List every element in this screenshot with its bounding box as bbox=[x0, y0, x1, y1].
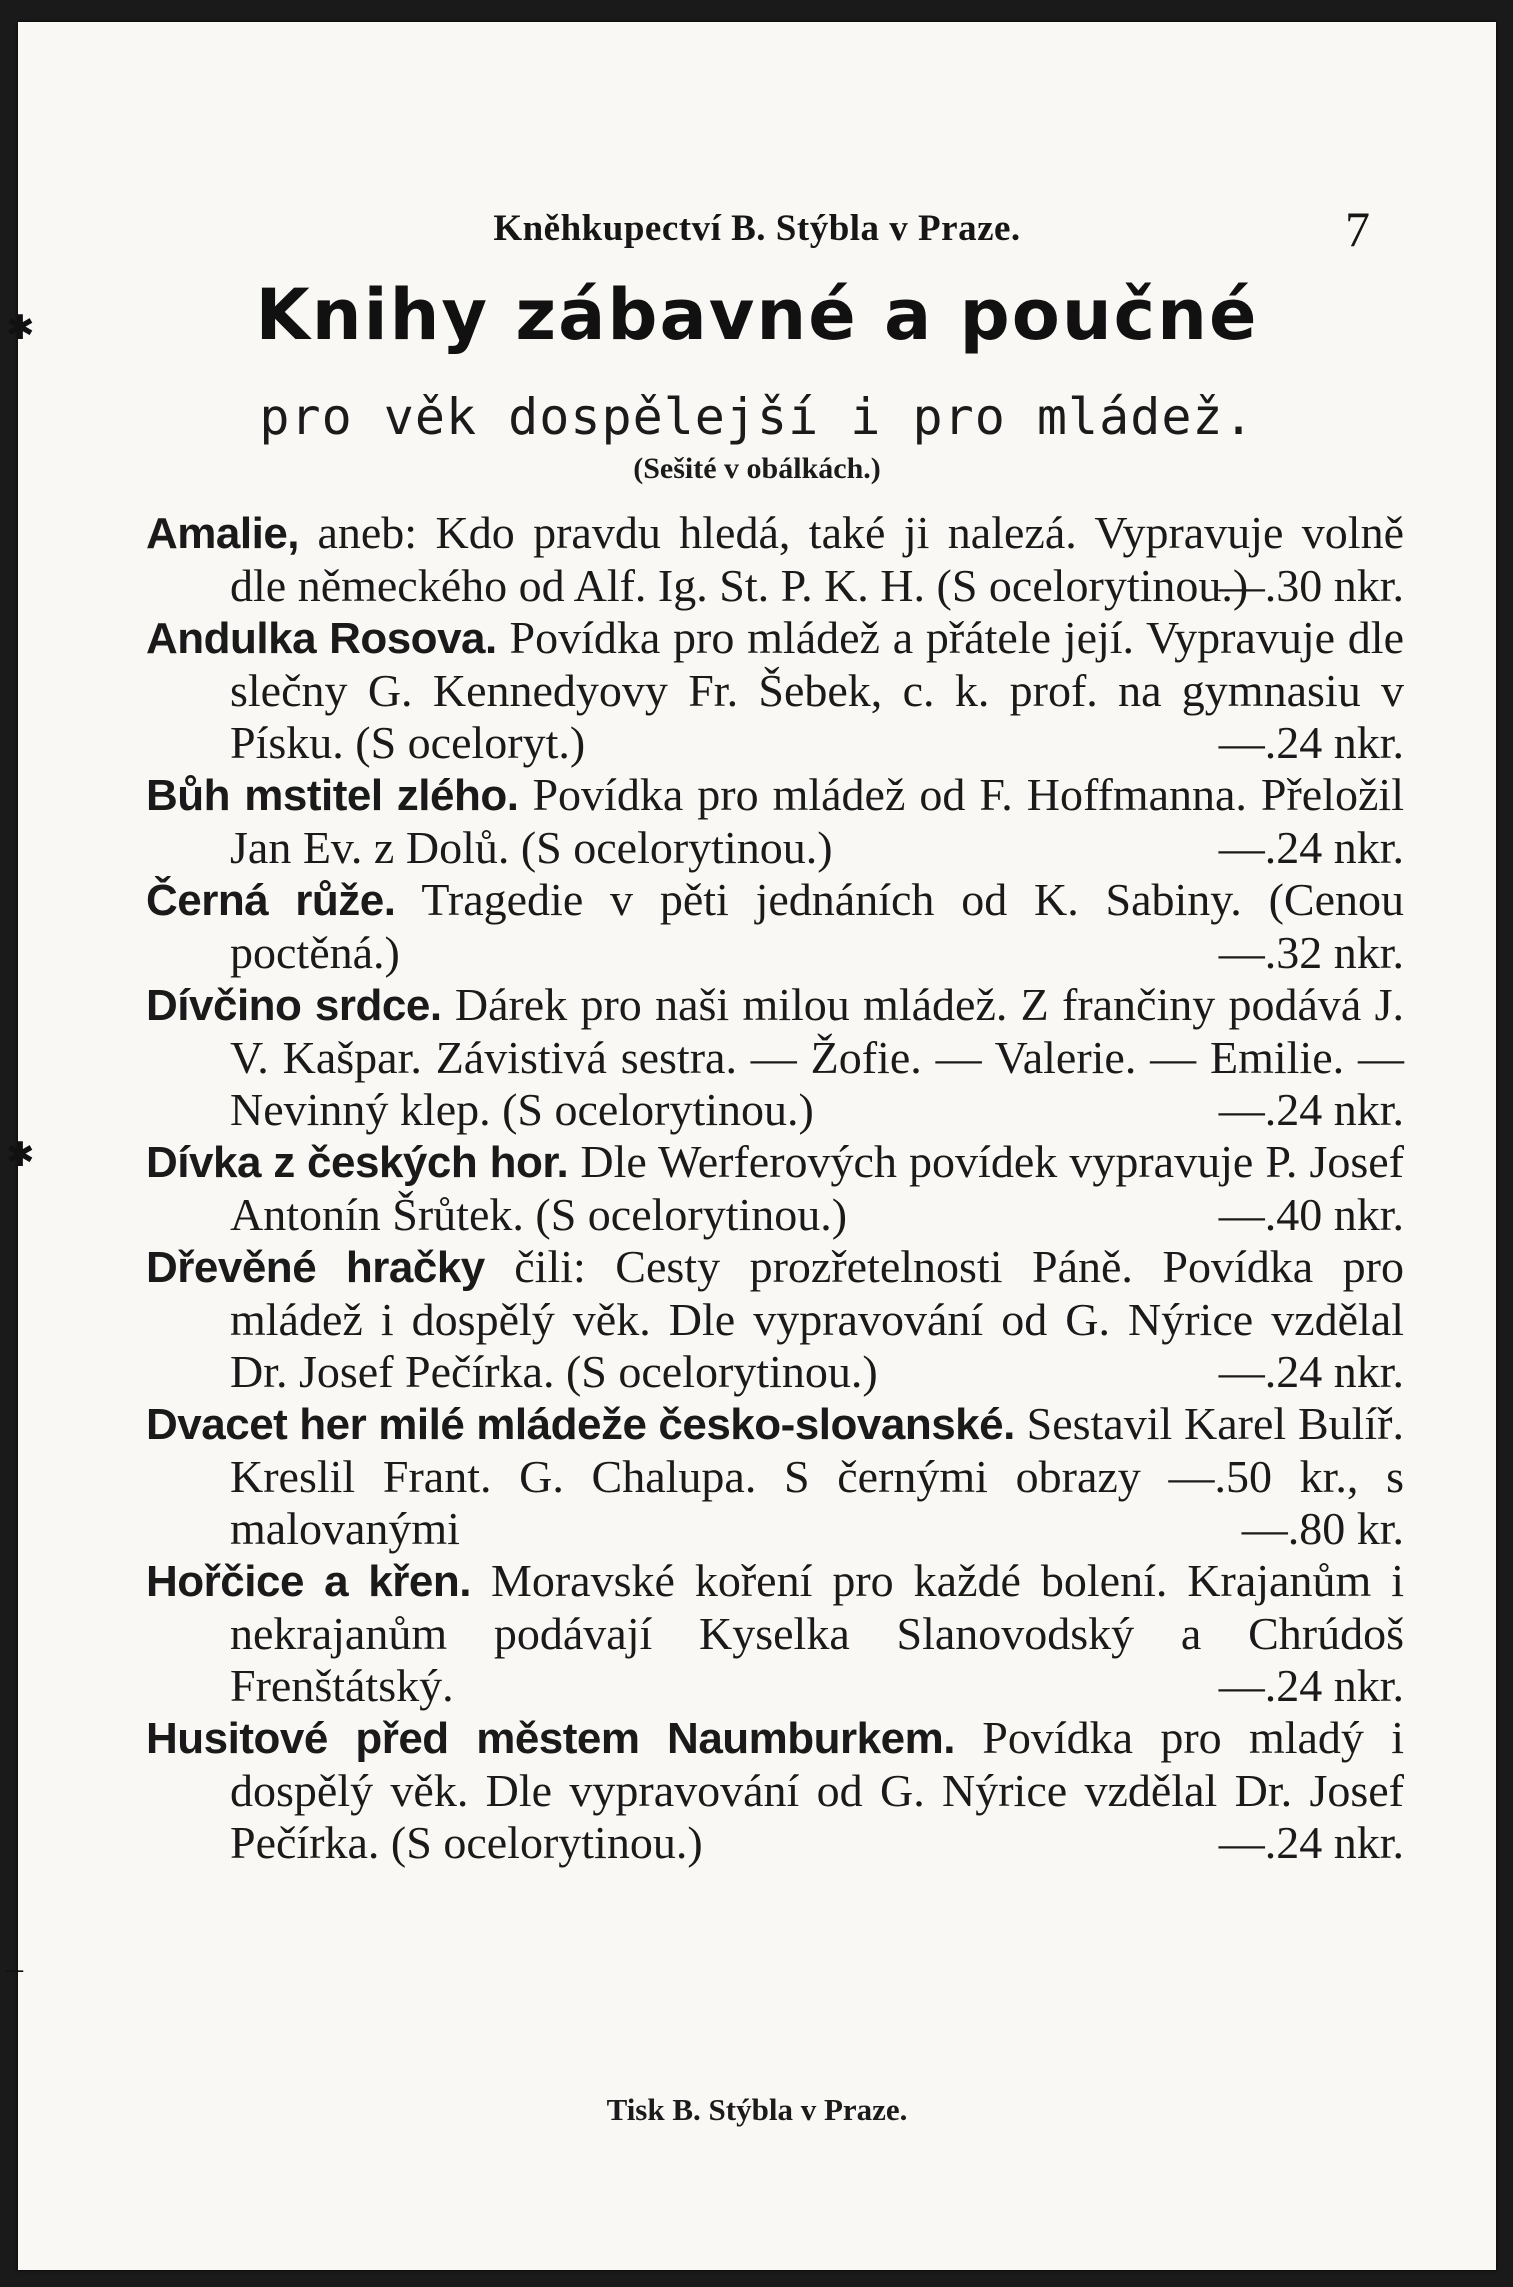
book-price: —.24 nkr. bbox=[1218, 717, 1404, 768]
book-title: Dívčino srdce. bbox=[146, 981, 442, 1030]
printer-imprint: Tisk B. Stýbla v Praze. bbox=[606, 2092, 908, 2127]
book-title: Dvacet her milé mládeže česko-slovanské. bbox=[146, 1400, 1015, 1449]
page-title: Knihy zábavné a poučné bbox=[255, 274, 1259, 356]
book-entry bbox=[146, 769, 1404, 874]
book-description: čili: Cesty prozřetelnosti Páně. Povídka pro mládež i dospělý věk. Dle vypravování od G. Nýrice vzdělal Dr. Josef Pečírka. (S ocelorytinou.) bbox=[230, 1241, 1404, 1397]
binding-note: (Sešité v obálkách.) bbox=[633, 452, 881, 485]
book-description: Tragedie v pěti jednáních od K. Sabiny. (Cenou poctěná.) bbox=[230, 874, 1404, 978]
book-entry bbox=[146, 507, 1404, 612]
page-subtitle: pro věk dospělejší i pro mládež. bbox=[259, 388, 1255, 446]
book-title: Husitové před městem Naumburkem. bbox=[146, 1714, 955, 1763]
book-price: —.30 nkr. bbox=[1218, 560, 1404, 611]
book-description: Dárek pro naši milou mládež. Z frančiny podává J. V. Kašpar. Závistivá sestra. — Žofie. — Valerie. — Emilie. — Nevinný klep. (S ocelorytinou.) bbox=[230, 979, 1405, 1135]
book-title: Černá růže. bbox=[146, 876, 396, 925]
book-entry bbox=[146, 1712, 1404, 1869]
book-entry bbox=[146, 1136, 1404, 1241]
book-entry bbox=[146, 1241, 1404, 1398]
book-entry bbox=[146, 1555, 1404, 1712]
book-page bbox=[18, 22, 1496, 2270]
book-title: Bůh mstitel zlého. bbox=[146, 771, 519, 820]
book-entry bbox=[146, 1398, 1404, 1555]
book-entry bbox=[146, 874, 1404, 979]
book-description: Povídka pro mladý i dospělý věk. Dle vypravování od G. Nýrice vzdělal Dr. Josef Pečírka. (S ocelorytinou.) bbox=[230, 1712, 1404, 1868]
book-price: —.32 nkr. bbox=[1218, 927, 1404, 978]
book-price: —.80 kr. bbox=[1241, 1503, 1404, 1554]
book-price: —.24 nkr. bbox=[1218, 1346, 1404, 1397]
book-description: aneb: Kdo pravdu hledá, také ji nalezá. Vypravuje volně dle německého od Alf. Ig. St. P. K. H. (S ocelorytinou.) bbox=[230, 507, 1404, 611]
book-description: Povídka pro mládež od F. Hoffmanna. Přeložil Jan Ev. z Dolů. (S ocelorytinou.) bbox=[230, 769, 1404, 873]
book-list bbox=[146, 507, 1404, 1869]
book-title: Dřevěné hračky bbox=[146, 1243, 485, 1292]
book-entry bbox=[146, 979, 1404, 1136]
book-price: —.24 nkr. bbox=[1218, 1660, 1404, 1711]
book-price: —.24 nkr. bbox=[1218, 822, 1404, 873]
book-description: Dle Werferových povídek vypravuje P. Josef Antonín Šrůtek. (S ocelorytinou.) bbox=[230, 1136, 1404, 1240]
running-header: Kněhkupectví B. Stýbla v Praze. bbox=[493, 208, 1021, 249]
book-entry bbox=[146, 612, 1404, 769]
book-price: —.24 nkr. bbox=[1218, 1817, 1404, 1868]
book-title: Hořčice a křen. bbox=[146, 1557, 471, 1606]
margin-mark-arrow: ✱ bbox=[6, 1137, 35, 1174]
book-title: Dívka z českých hor. bbox=[146, 1138, 569, 1187]
book-description: Povídka pro mládež a přátele její. Vypravuje dle slečny G. Kennedyovy Fr. Šebek, c. k. prof. na gymnasiu v Písku. (S oceloryt.) bbox=[230, 612, 1404, 768]
book-price: —.24 nkr. bbox=[1218, 1084, 1404, 1135]
page-number: 7 bbox=[1345, 201, 1370, 257]
margin-mark-arrow: ✱ bbox=[6, 310, 35, 347]
margin-mark-arrow: – bbox=[6, 1950, 23, 1987]
book-description: Moravské koření pro každé bolení. Krajanům i nekrajanům podávají Kyselka Slanovodský a Chrúdoš Frenštátský. bbox=[230, 1555, 1405, 1711]
book-title: Amalie, bbox=[146, 509, 300, 558]
book-price: —.40 nkr. bbox=[1218, 1189, 1404, 1240]
book-description: Sestavil Karel Bulíř. Kreslil Frant. G. Chalupa. S černými obrazy —.50 kr., s malovanými bbox=[230, 1398, 1404, 1554]
book-title: Andulka Rosova. bbox=[146, 614, 497, 663]
